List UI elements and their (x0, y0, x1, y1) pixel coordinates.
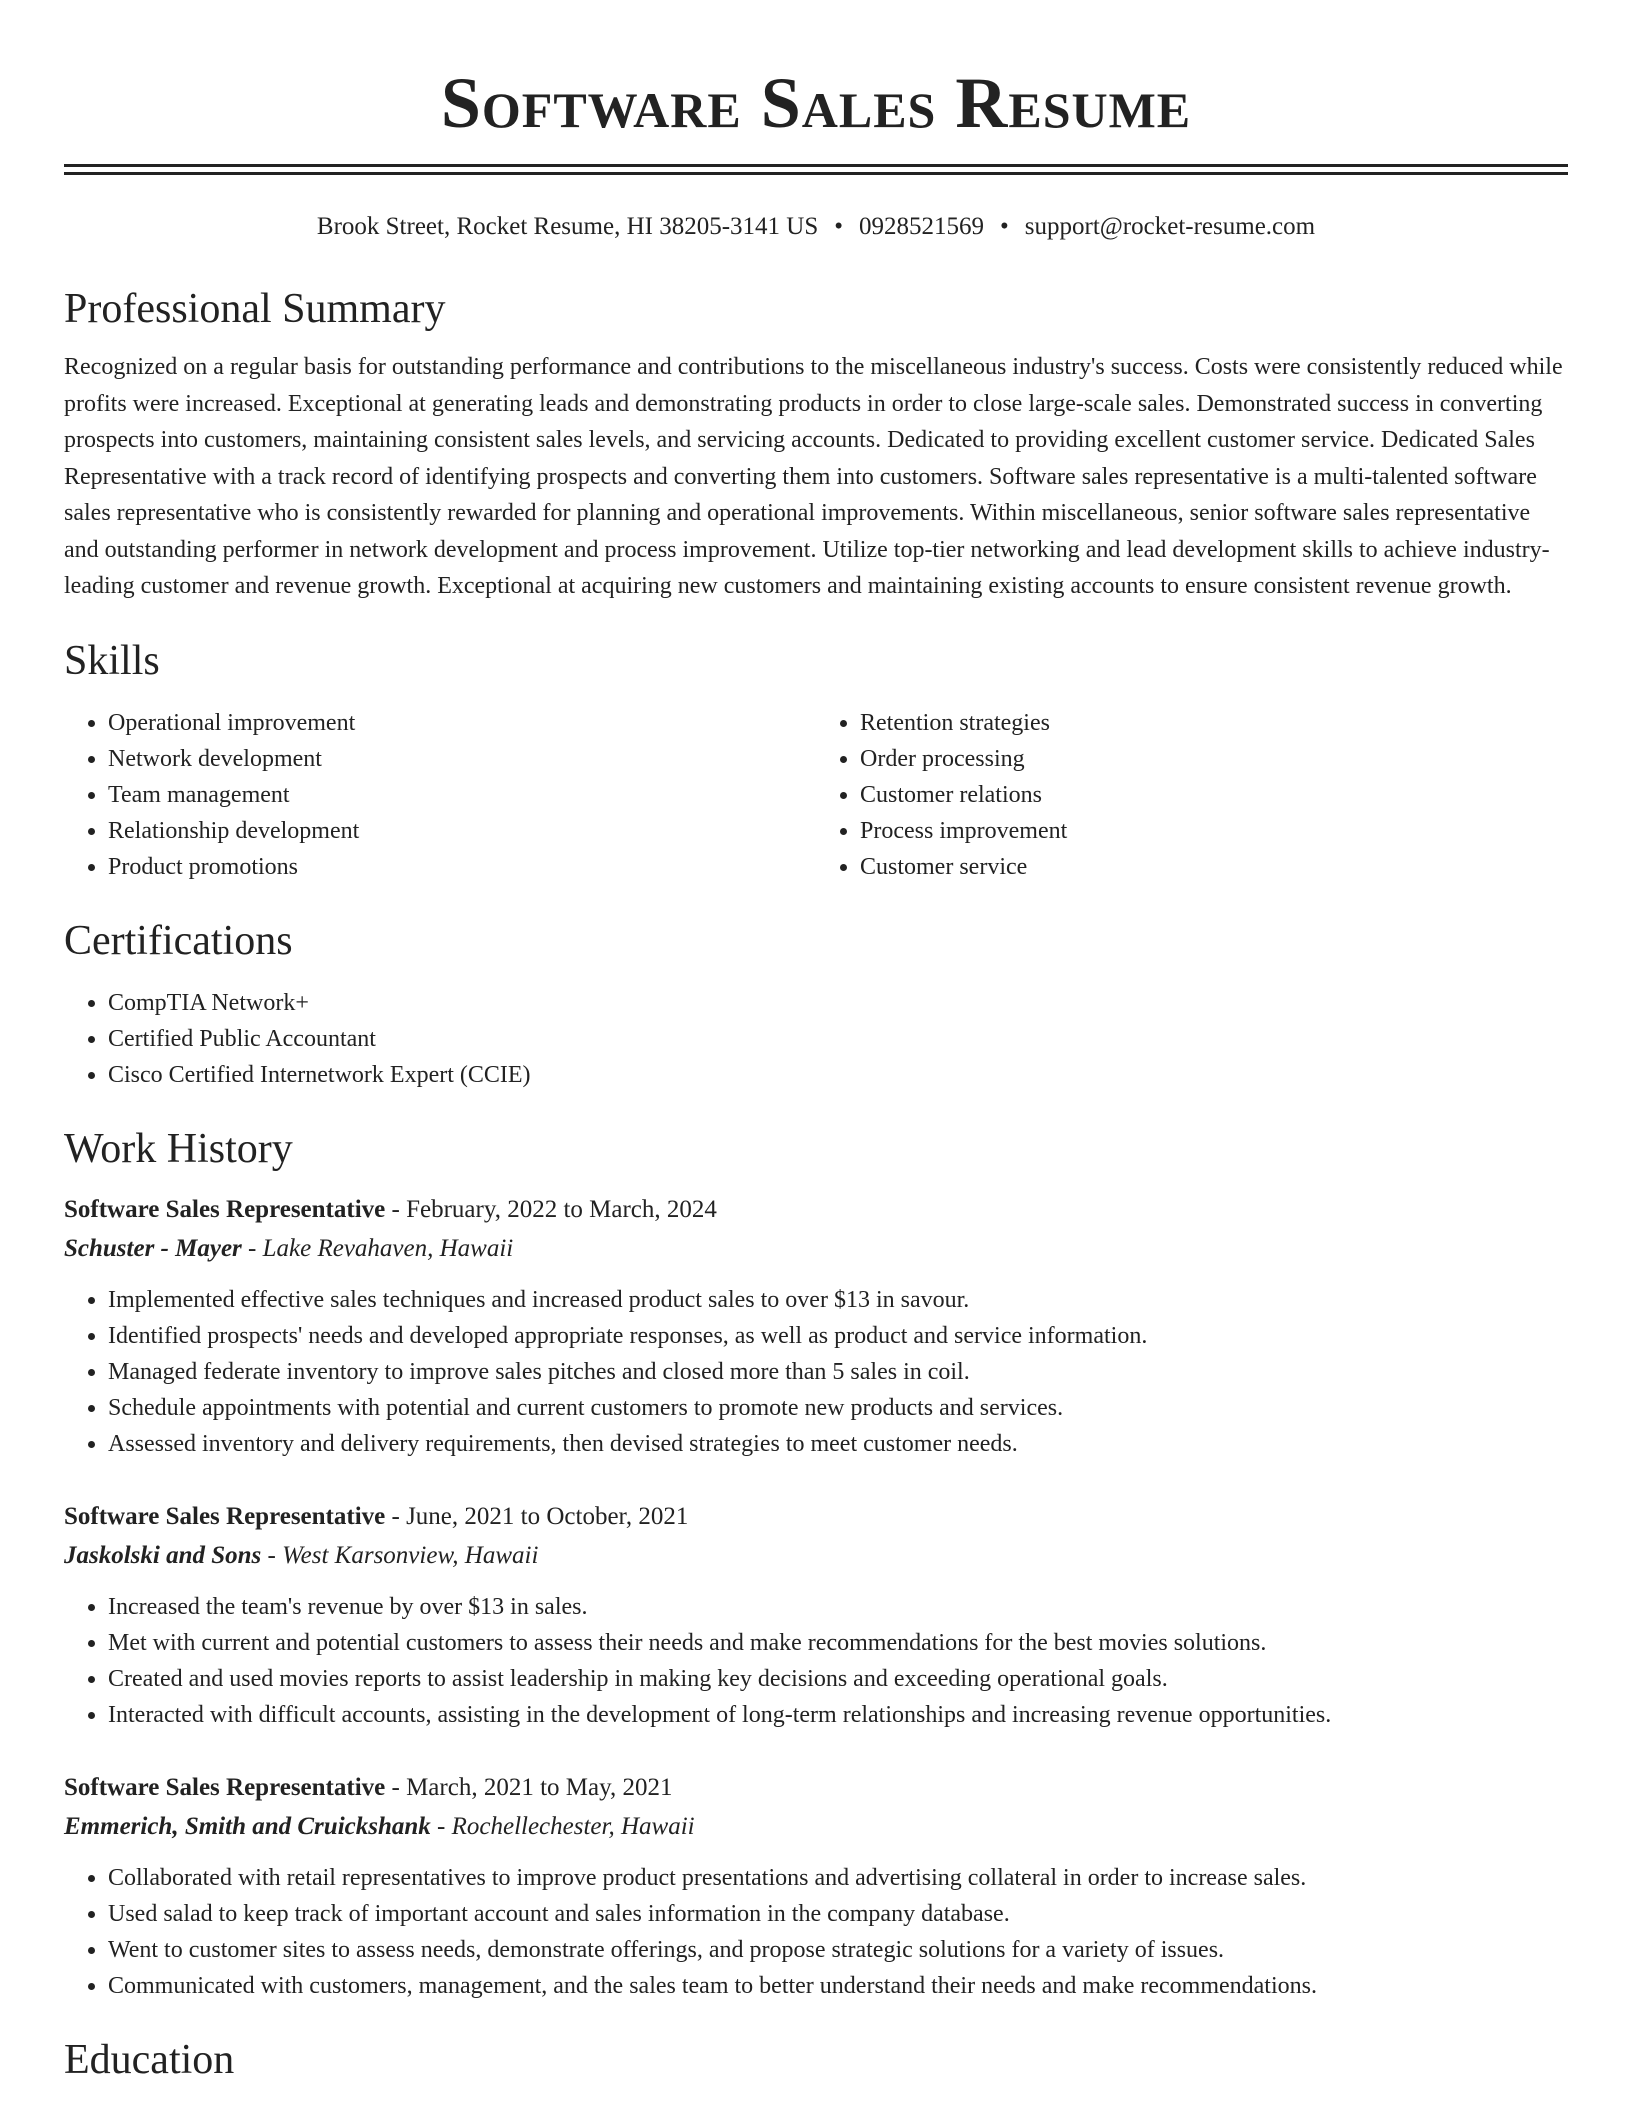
job-title: Software Sales Representative (64, 1502, 386, 1530)
job-location: - Lake Revahaven, Hawaii (241, 1234, 514, 1262)
job-company-line (64, 1229, 1568, 1268)
skill-item: • Process improvement (860, 813, 1568, 849)
job-bullet: • Collaborated with retail representatives to improve product presentations and advertising collateral in order to increase sales. (108, 1860, 1568, 1896)
job-company: Jaskolski and Sons (64, 1541, 262, 1569)
job-bullet: • Went to customer sites to assess needs, demonstrate offerings, and propose strategic solutions for a variety of issues. (108, 1932, 1568, 1968)
job-dates: - March, 2021 to May, 2021 (385, 1773, 673, 1801)
skill-item: • Order processing (860, 741, 1568, 777)
title-divider-top (64, 164, 1568, 167)
job-title-line (64, 1191, 1568, 1229)
job-company-line (64, 1807, 1568, 1846)
job-location: - Rochellechester, Hawaii (430, 1812, 695, 1840)
skill-item: • Relationship development (108, 813, 816, 849)
contact-phone: 0928521569 (859, 213, 985, 240)
certifications-list (64, 985, 1568, 1093)
skill-item: • Retention strategies (860, 705, 1568, 741)
skill-item: • Operational improvement (108, 705, 816, 741)
contact-email: support@rocket-resume.com (1024, 213, 1316, 240)
certifications-heading: Certifications (64, 917, 293, 964)
job-bullet: • Identified prospects' needs and developed appropriate responses, as well as product and service information. (108, 1318, 1568, 1354)
job-dates: - February, 2022 to March, 2024 (385, 1195, 717, 1223)
job-location: - West Karsonview, Hawaii (261, 1541, 539, 1569)
job-title: Software Sales Representative (64, 1195, 386, 1223)
contact-address: Brook Street, Rocket Resume, HI 38205-3141 US (316, 213, 819, 240)
skills-list-left (64, 705, 816, 885)
job-bullet: • Met with current and potential customers to assess their needs and make recommendations for the best movies solutions. (108, 1625, 1568, 1661)
certification-item: • CompTIA Network+ (108, 985, 1568, 1021)
job-bullet: • Communicated with customers, management, and the sales team to better understand their needs and make recommendations. (108, 1968, 1568, 2004)
contact-separator: • (1000, 213, 1009, 240)
job-company: Emmerich, Smith and Cruickshank (64, 1812, 431, 1840)
job-bullet: • Implemented effective sales techniques and increased product sales to over $13 in savour. (108, 1282, 1568, 1318)
skill-item: • Team management (108, 777, 816, 813)
job-dates: - June, 2021 to October, 2021 (385, 1502, 689, 1530)
contact-separator: • (834, 213, 844, 240)
job-bullet: • Created and used movies reports to assist leadership in making key decisions and exceeding operational goals. (108, 1661, 1568, 1697)
job-bullet: • Interacted with difficult accounts, assisting in the development of long-term relationships and increasing revenue opportunities. (108, 1697, 1568, 1733)
job-title: Software Sales Representative (64, 1773, 386, 1801)
title-divider-bottom (64, 172, 1568, 175)
job-entry (64, 1769, 1568, 2004)
education-heading: Education (64, 2036, 235, 2083)
job-bullets (64, 1860, 1568, 2004)
summary-text: Recognized on a regular basis for outstanding performance and contributions to the miscellaneous industry's success. Costs were consistently reduced while profits were increased. Exceptional at generating leads and demonstrating products in order to close large-scale sales. Demonstrated success in converting prospects into customers, maintaining consistent sales levels, and servicing accounts. Dedicated to providing excellent customer service. Dedicated Sales Representative with a track record of identifying prospects and converting them into customers. Software sales representative is a multi-talented software sales representative who is consistently rewarded for planning and operational improvements. Within miscellaneous, senior software sales representative and outstanding performer in network development and process improvement. Utilize top-tier networking and lead development skills to achieve industry-leading customer and revenue growth. Exceptional at acquiring new customers and maintaining existing accounts to ensure consistent revenue growth. (64, 354, 1563, 599)
job-entry (64, 1191, 1568, 1462)
skill-item: • Network development (108, 741, 816, 777)
job-bullet: • Used salad to keep track of important account and sales information in the company database. (108, 1896, 1568, 1932)
certification-item: • Certified Public Accountant (108, 1021, 1568, 1057)
contact-line (64, 211, 1568, 243)
job-bullet: • Managed federate inventory to improve sales pitches and closed more than 5 sales in coil. (108, 1354, 1568, 1390)
job-entry (64, 1498, 1568, 1733)
job-bullet: • Schedule appointments with potential and current customers to promote new products and services. (108, 1390, 1568, 1426)
job-bullet: • Assessed inventory and delivery requirements, then devised strategies to meet customer needs. (108, 1426, 1568, 1462)
page-title: Software Sales Resume (440, 63, 1192, 143)
job-bullets (64, 1282, 1568, 1462)
job-company-line (64, 1536, 1568, 1575)
job-bullet: • Increased the team's revenue by over $13 in sales. (108, 1589, 1568, 1625)
certification-item: • Cisco Certified Internetwork Expert (CCIE) (108, 1057, 1568, 1093)
job-title-line (64, 1498, 1568, 1536)
summary-heading: Professional Summary (64, 286, 446, 332)
skill-item: • Customer relations (860, 777, 1568, 813)
job-bullets (64, 1589, 1568, 1733)
skills-heading: Skills (64, 637, 160, 684)
skills-columns (64, 705, 1568, 885)
job-title-line (64, 1769, 1568, 1807)
job-company: Schuster - Mayer (64, 1234, 242, 1262)
skills-list-right (816, 705, 1568, 885)
skill-item: • Product promotions (108, 849, 816, 885)
work-history-heading: Work History (64, 1125, 293, 1172)
skill-item: • Customer service (860, 849, 1568, 885)
